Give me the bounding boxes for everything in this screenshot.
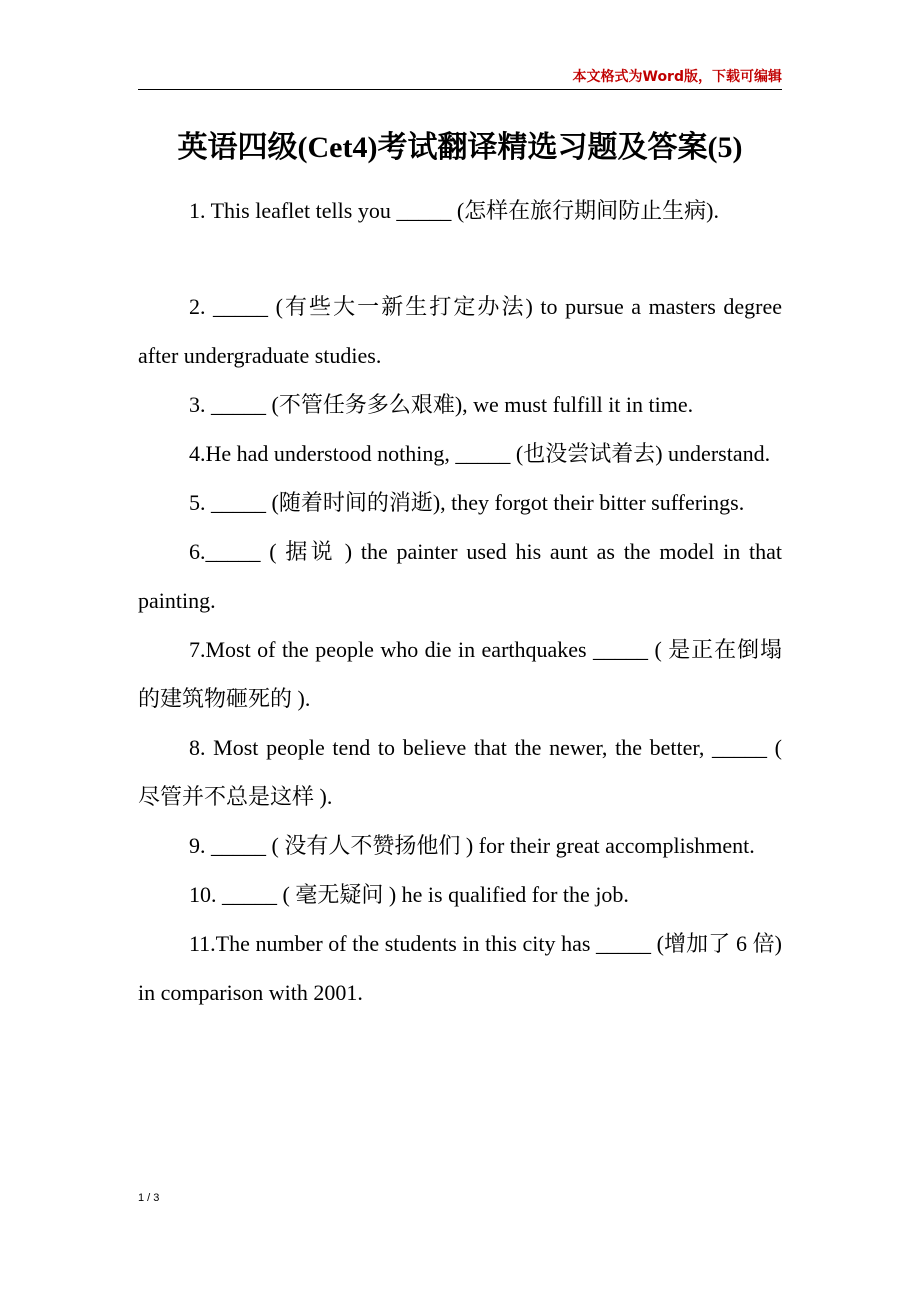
question-item: 2. _____ (有些大一新生打定办法) to pursue a masters degree after undergraduate studies. [138, 294, 782, 368]
question-item: 7.Most of the people who die in earthquakes _____ ( 是正在倒塌的建筑物砸死的 ). [138, 637, 782, 711]
question-item: 1. This leaflet tells you _____ (怎样在旅行期间防止生病). [189, 198, 719, 223]
header-divider [138, 89, 782, 90]
question-item: 5. _____ (随着时间的消逝), they forgot their bitter sufferings. [189, 490, 745, 515]
document-title: 英语四级(Cet4)考试翻译精选习题及答案(5) [177, 131, 743, 164]
question-item: 9. _____ ( 没有人不赞扬他们 ) for their great accomplishment. [189, 833, 755, 858]
page-number: 1 / 3 [138, 1192, 160, 1204]
header-note: 本文格式为Word版，下载可编辑 [572, 69, 782, 85]
question-item: 8. Most people tend to believe that the newer, the better, _____ ( 尽管并不总是这样 ). [138, 735, 782, 809]
question-item: 6._____ ( 据说 ) the painter used his aunt as the model in that painting. [138, 539, 782, 613]
question-item: 10. _____ ( 毫无疑问 ) he is qualified for the job. [189, 882, 629, 907]
question-item: 11.The number of the students in this city has _____ (增加了 6 倍) in comparison with 2001. [138, 931, 782, 1005]
question-list [138, 186, 782, 1017]
question-item: 4.He had understood nothing, _____ (也没尝试着去) understand. [189, 441, 771, 466]
question-item: 3. _____ (不管任务多么艰难), we must fulfill it in time. [189, 392, 694, 417]
